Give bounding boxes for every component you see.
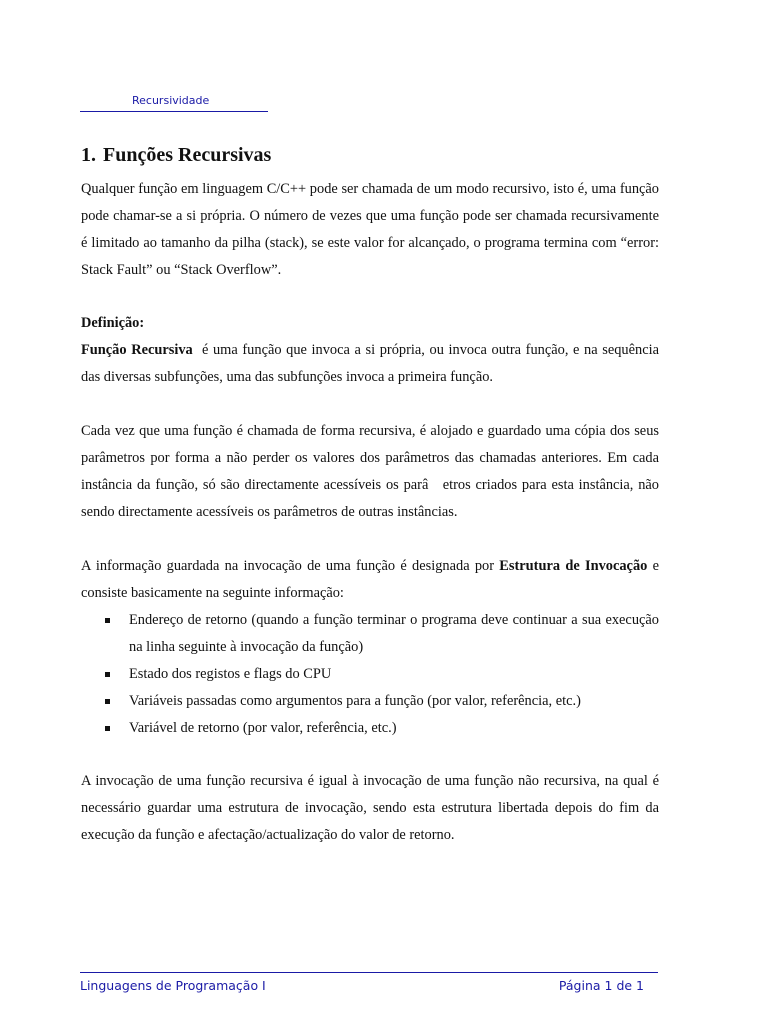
list-item-text: Estado dos registos e flags do CPU [129,666,332,682]
bullet-icon [105,726,110,731]
definition-term: Função Recursiva [81,342,193,358]
page-content [81,142,663,849]
list-item-text: Variável de retorno (por valor, referência, etc.) [129,720,397,736]
definition-heading: Definição: [81,315,145,331]
page-footer [80,972,658,993]
definition-text: é uma função que invoca a si própria, ou invoca outra função, e na sequência das diversas subfunções, uma das subfunções invoca a primeira função. [81,342,663,385]
section-heading [81,142,659,168]
definition-paragraph [81,337,663,391]
section-title: Funções Recursivas [103,144,272,166]
list-item [81,607,659,661]
invocation-info-list [81,607,659,742]
list-item-text: Endereço de retorno (quando a função terminar o programa deve continuar a sua execução na linha seguinte à invocação da função) [129,612,659,655]
bullet-icon [105,699,110,704]
page-header [80,93,268,112]
list-item [81,715,659,742]
info-paragraph [81,553,659,607]
bullet-icon [105,618,110,623]
list-item [81,688,659,715]
footer-page-number: Página 1 de 1 [558,978,644,993]
info-pre: A informação guardada na invocação de uma função é designada por [81,558,500,574]
storage-paragraph: Cada vez que uma função é chamada de forma recursiva, é alojado e guardado uma cópia dos seus parâmetros por forma a não perder os valores dos parâmetros das chamadas anteriores. Em cada instância da função, só são directamente acessíveis os parâ etros criados para esta instância, não sendo directamente acessíveis os parâmetros de outras instâncias. [81,423,663,520]
intro-paragraph: Qualquer função em linguagem C/C++ pode ser chamada de um modo recursivo, isto é, uma função pode chamar-se a si própria. O número de vezes que uma função pode ser chamada recursivamente é limitado ao tamanho da pilha (stack), se este valor for alcançado, o programa termina com “error: Stack Fault” ou “Stack Overflow”. [81,181,659,278]
section-number: 1. [81,144,96,166]
list-item-text: Variáveis passadas como argumentos para a função (por valor, referência, etc.) [129,693,581,709]
list-item [81,661,659,688]
info-bold-term: Estrutura de Invocação [499,558,648,574]
header-title: Recursividade [132,94,210,107]
bullet-icon [105,672,110,677]
footer-course: Linguagens de Programação I [80,978,266,993]
closing-paragraph: A invocação de uma função recursiva é igual à invocação de uma função não recursiva, na qual é necessário guardar uma estrutura de invocação, sendo esta estrutura libertada depois do fim da execução da função e afectação/actualização do valor de retorno. [81,773,659,843]
info-post: e consiste basicamente na seguinte informação: [81,558,659,601]
